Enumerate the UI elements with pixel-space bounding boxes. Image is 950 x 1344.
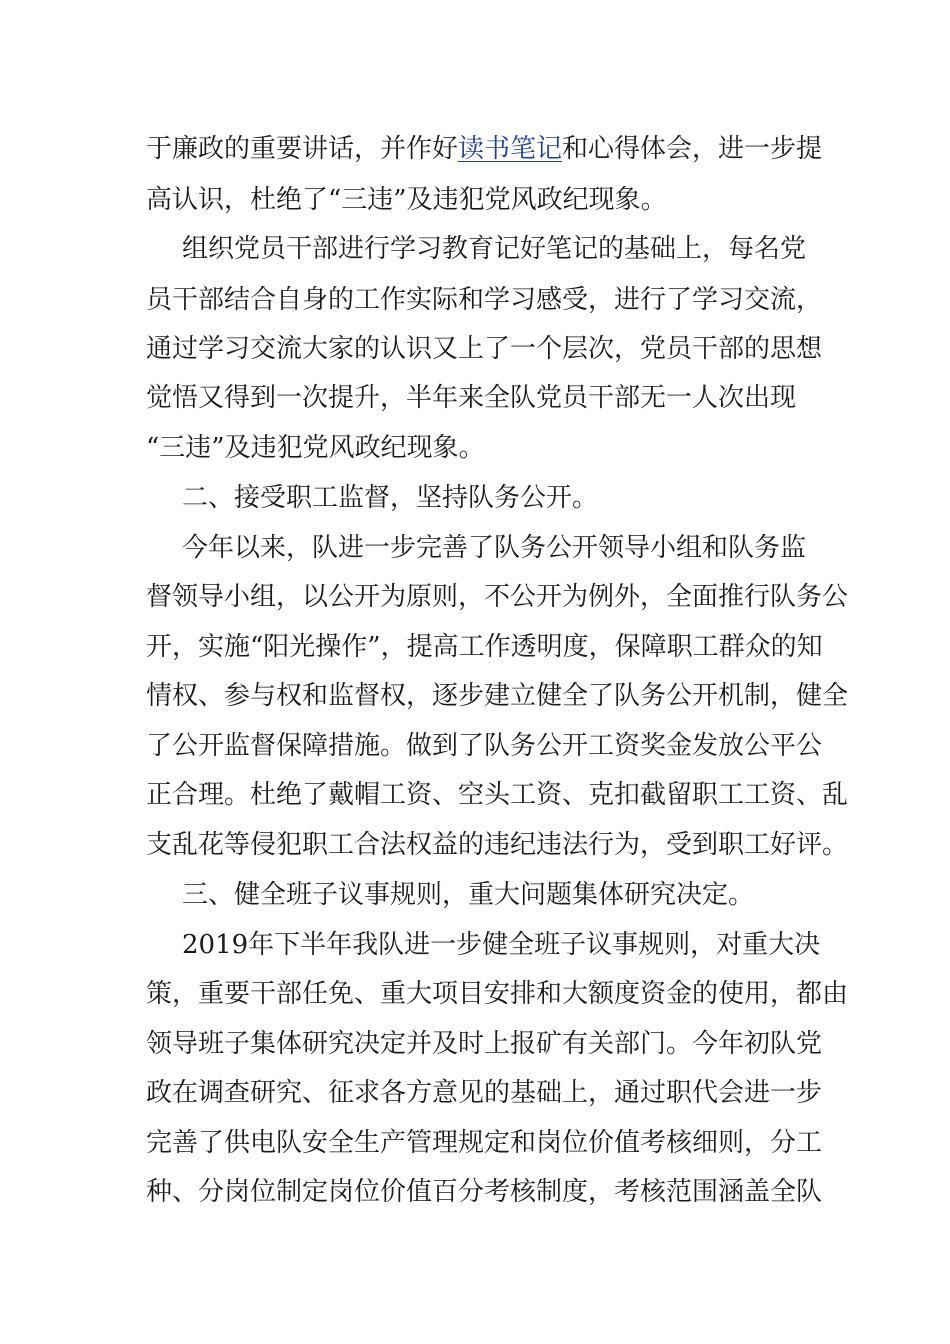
text-line: “三违”及违犯党风政纪现象。 (146, 433, 485, 463)
text-line: 领导班子集体研究决定并及时上报矿有关部门。今年初队党 (146, 1029, 823, 1059)
text-line: 通过学习交流大家的认识又上了一个层次，党员干部的思想 (146, 334, 823, 364)
section-heading-2: 二、接受职工监督，坚持队务公开。 (182, 483, 599, 513)
paragraph-first-line: 2019年下半年我队进一步健全班子议事规则，对重大决 (182, 930, 821, 960)
text-line: 了公开监督保障措施。做到了队务公开工资奖金发放公平公 (146, 731, 823, 761)
text-line: 督领导小组，以公开为原则，不公开为例外，全面推行队务公 (146, 582, 849, 612)
text-line: 策，重要干部任免、重大项目安排和大额度资金的使用，都由 (146, 979, 849, 1009)
text-line: 政在调查研究、征求各方意见的基础上，通过职代会进一步 (146, 1078, 823, 1108)
text-line: 正合理。杜绝了戴帽工资、空头工资、克扣截留职工工资、乱 (146, 780, 849, 810)
reading-notes-link[interactable]: 读书笔记 (458, 134, 563, 164)
paragraph-first-line: 今年以来，队进一步完善了队务公开领导小组和队务监 (182, 533, 807, 563)
text-line: 支乱花等侵犯职工合法权益的违纪违法行为，受到职工好评。 (146, 830, 849, 860)
text-line: 高认识，杜绝了“三违”及违犯党风政纪现象。 (146, 185, 667, 215)
text-line: 情权、参与权和监督权，逐步建立健全了队务公开机制，健全 (146, 681, 849, 711)
text-line: 开，实施“阳光操作”，提高工作透明度，保障职工群众的知 (146, 632, 823, 662)
text-line: 完善了供电队安全生产管理规定和岗位价值考核细则，分工 (146, 1128, 823, 1158)
text-segment: 和心得体会，进一步提 (562, 134, 823, 164)
text-segment: 于廉政的重要讲话，并作好 (146, 134, 459, 164)
text-line (146, 129, 823, 169)
section-heading-3: 三、健全班子议事规则，重大问题集体研究决定。 (182, 880, 755, 910)
paragraph-first-line: 组织党员干部进行学习教育记好笔记的基础上，每名党 (182, 234, 807, 264)
text-line: 员干部结合自身的工作实际和学习感受，进行了学习交流， (146, 285, 823, 315)
text-line: 种、分岗位制定岗位价值百分考核制度，考核范围涵盖全队 (146, 1177, 823, 1207)
text-line: 觉悟又得到一次提升，半年来全队党员干部无一人次出现 (146, 383, 797, 413)
